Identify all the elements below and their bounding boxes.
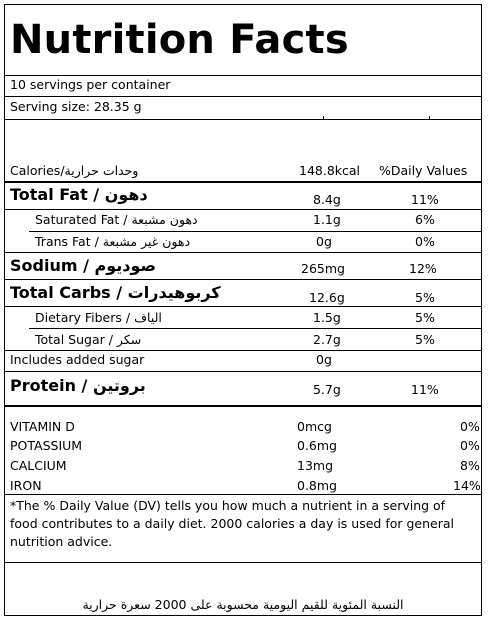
divider — [29, 328, 481, 329]
total-sugar-label: Total Sugar / سكر — [35, 332, 142, 347]
protein-dv: 11% — [411, 382, 439, 397]
mineral-name: POTASSIUM — [10, 438, 83, 453]
total-carbs-dv: 5% — [415, 290, 435, 305]
sodium-amount: 265mg — [301, 261, 345, 276]
arabic-footnote: النسبة المئوية للقيم اليومية محسوبة على 2000 سعرة حرارية — [82, 597, 404, 612]
dietary-fibers-amount: 1.5g — [313, 310, 341, 325]
mineral-amount: 0.6mg — [297, 438, 337, 453]
trans-fat-label: Trans Fat / دهون غير مشبعة — [35, 234, 191, 249]
trans-fat-dv: 0% — [415, 234, 435, 249]
dv-header: %Daily Values — [379, 163, 468, 178]
divider — [5, 494, 481, 495]
mineral-amount: 13mg — [297, 458, 334, 473]
divider — [5, 181, 481, 183]
sodium-label: Sodium / صوديوم — [10, 256, 156, 275]
divider — [5, 306, 481, 307]
footnote: *The % Daily Value (DV) tells you how much a nutrient in a serving of food contributes to a daily diet. 2000 calories a day is used for general nutrition advice. — [10, 498, 454, 549]
mineral-name: CALCIUM — [10, 458, 67, 473]
mineral-dv: 0% — [460, 438, 480, 453]
protein-label: Protein / بروتين — [10, 376, 146, 395]
sodium-dv: 12% — [409, 261, 437, 276]
divider — [5, 119, 481, 120]
nutrition-label — [4, 4, 482, 616]
total-fat-dv: 11% — [411, 192, 439, 207]
divider — [5, 350, 481, 351]
serving-size-text: Serving size: 28.35 g — [10, 99, 142, 114]
total-carbs-amount: 12.6g — [309, 290, 345, 305]
divider — [5, 209, 481, 210]
mineral-dv: 0% — [460, 419, 480, 434]
mineral-amount: 0mcg — [297, 419, 332, 434]
saturated-fat-amount: 1.1g — [313, 212, 341, 227]
dietary-fibers-dv: 5% — [415, 310, 435, 325]
divider — [5, 371, 481, 372]
protein-amount: 5.7g — [313, 382, 341, 397]
total-sugar-dv: 5% — [415, 332, 435, 347]
total-sugar-amount: 2.7g — [313, 332, 341, 347]
total-fat-label: Total Fat / دهون — [10, 185, 148, 204]
calories-label: Calories/وحدات حرارية — [10, 163, 139, 178]
mineral-amount: 0.8mg — [297, 478, 337, 493]
total-carbs-label: Total Carbs / كربوهيدرات — [10, 283, 221, 302]
saturated-fat-dv: 6% — [415, 212, 435, 227]
dietary-fibers-label: Dietary Fibers / الياف — [35, 310, 162, 325]
calories-value: 148.8kcal — [299, 163, 361, 178]
mineral-dv: 14% — [453, 478, 481, 493]
trans-fat-amount: 0g — [316, 234, 332, 249]
divider — [5, 75, 481, 76]
mineral-dv: 8% — [460, 458, 480, 473]
saturated-fat-label: Saturated Fat / دهون مشبعة — [35, 212, 198, 227]
divider — [29, 231, 481, 232]
page-title: Nutrition Facts — [10, 17, 349, 63]
divider — [5, 562, 481, 563]
mineral-name: VITAMIN D — [10, 419, 75, 434]
divider — [5, 279, 481, 280]
divider — [5, 96, 481, 97]
divider — [5, 252, 481, 253]
servings-text: 10 servings per container — [10, 77, 171, 92]
divider — [5, 405, 481, 407]
added-sugar-label: Includes added sugar — [10, 352, 145, 367]
total-fat-amount: 8.4g — [313, 192, 341, 207]
mineral-name: IRON — [10, 478, 42, 493]
added-sugar-amount: 0g — [316, 352, 332, 367]
